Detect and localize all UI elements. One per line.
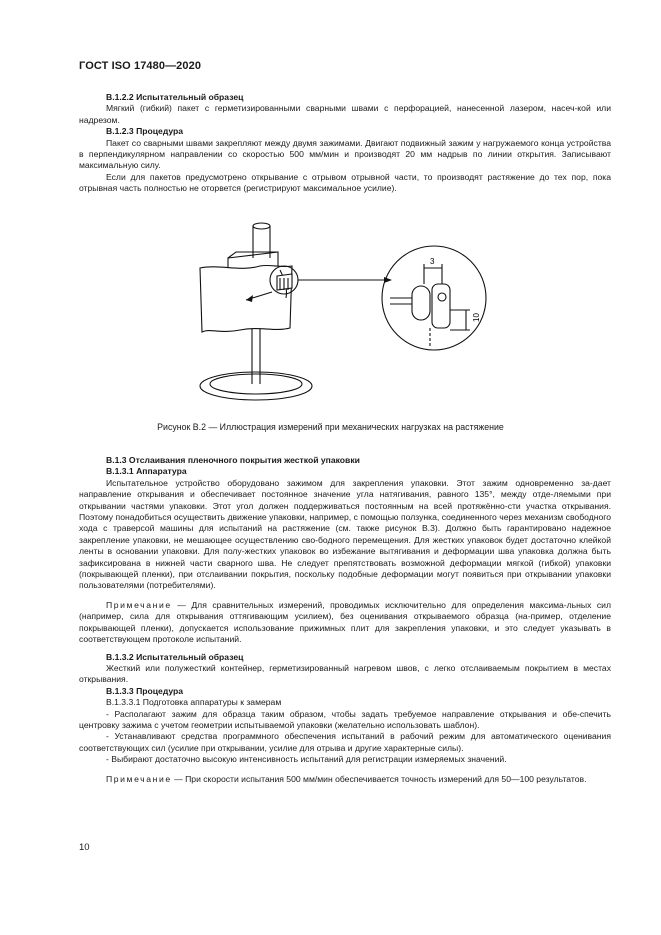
heading-b123: B.1.2.3 Процедура [106,126,184,137]
section-b12 [79,92,611,195]
paragraph-b131: Испытательное устройство оборудовано зажимом для закрепления упаковки. Этот зажим одновременно за-дает направление открывания и обеспечивает постоянное значение угла натягивания, равного 135°, между отде-ляемыми при открывании частями упаковки. Этот угол должен поддерживаться постоянным на всей протяжённо-сти участка открывания. Поэтому понадобиться осуществить движение упаковки, например, с помощью ползунка, соединенного через механизм свободного хода с траверсой машины для испытаний на растяжение (см. также рисунок B.3). Должно быть гарантировано надежное закрепление упаковки, не мешающее осуществлению сво-бодного перемещения. Для жестких упаковок будет достаточно клейкой ленты в основании упаковки. Для полу-жестких упаковок во избежание вытягивания и деформации шва упаковка должна быть зафиксирована в нижней части сварного шва. Не следует препятствовать возможной деформации мягкой (гибкой) упаковки (покрывающей пленки), при отслаивании покрытия, поскольку подобные деформации могут появиться при открывании упаковки пользователями (потребителями). [79,477,611,591]
dimension-label-top: 3 [430,257,435,266]
note-1 [79,600,611,646]
note-2 [79,774,611,785]
paragraph-b123-2: Если для пакетов предусмотрено открывание с отрывом отрывной части, то производят растяжение до тех пор, пока отрывная часть полностью не оторвется (регистрируют максимальное усилие). [79,171,611,194]
page-number: 10 [79,842,90,853]
heading-b131: B.1.3.1 Аппаратура [106,466,187,477]
dimension-label-side: 10 [472,313,481,322]
paragraph-b1331: B.1.3.3.1 Подготовка аппаратуры к замерам [106,697,282,708]
heading-b122: B.1.2.2 Испытательный образец [106,92,244,102]
standard-header: ГОСТ ISO 17480—2020 [79,60,202,72]
note-1-label: Примечание [106,599,172,610]
heading-b13: B.1.3 Отслаивания пленочного покрытия жесткой упаковки [106,455,360,465]
heading-b132: B.1.3.2 Испытательный образец [106,651,244,662]
note-2-label: Примечание [106,773,172,784]
heading-b133: B.1.3.3 Процедура [106,685,184,696]
section-b13 [79,455,611,785]
note-2-text: — При скорости испытания 500 мм/мин обеспечивается точность измерений для 50—100 результатов. [171,773,587,784]
paragraph-b132: Жесткий или полужесткий контейнер, герметизированный нагревом швов, с легко отслаиваемым покрытием в местах открывания. [79,662,611,685]
bullet-2: - Устанавливают средства программного обеспечения испытаний в рабочий режим для автоматического оценивания соответствующих сил (усилие при открывании, усилие для отрыва и другие характерные силы). [79,731,611,753]
figure-caption: Рисунок B.2 — Иллюстрация измерений при механических нагрузках на растяжение [157,422,504,432]
note-1-text: — Для сравнительных измерений, проводимых исключительно для определения максима-льных сил (например, сила для открывания оттягивающим усилием), без оценивания открываемого образца (на-пример, отделение покрывающей пленки), допускается использование прижимных плит для закрепления упаковки, и это следует указывать в соответствующем протоколе испытаний. [79,599,611,645]
bullet-3: - Выбирают достаточно высокую интенсивность испытаний для регистрации измеряемых значений. [106,754,507,765]
paragraph-b123-1: Пакет со сварными швами закрепляют между двумя зажимами. Двигают подвижный зажим у нагружаемого конца устройства в перпендикулярном направлении со скоростью 500 мм/мин и производят 20 мм надрыв по линии открытия. Записывают максимальную силу. [79,137,611,171]
bullet-1: - Располагают зажим для образца таким образом, чтобы задать требуемое направление открывания и обе-спечить центровку зажима с учетом геометрии испытываемой упаковки (желательно использовать шаблон). [79,708,611,730]
figure-b2-illustration [180,218,500,408]
paragraph-b122: Мягкий (гибкий) пакет с герметизированными сварными швами с перфорацией, нанесенной лазером, насеч-кой или надрезом. [79,103,611,125]
